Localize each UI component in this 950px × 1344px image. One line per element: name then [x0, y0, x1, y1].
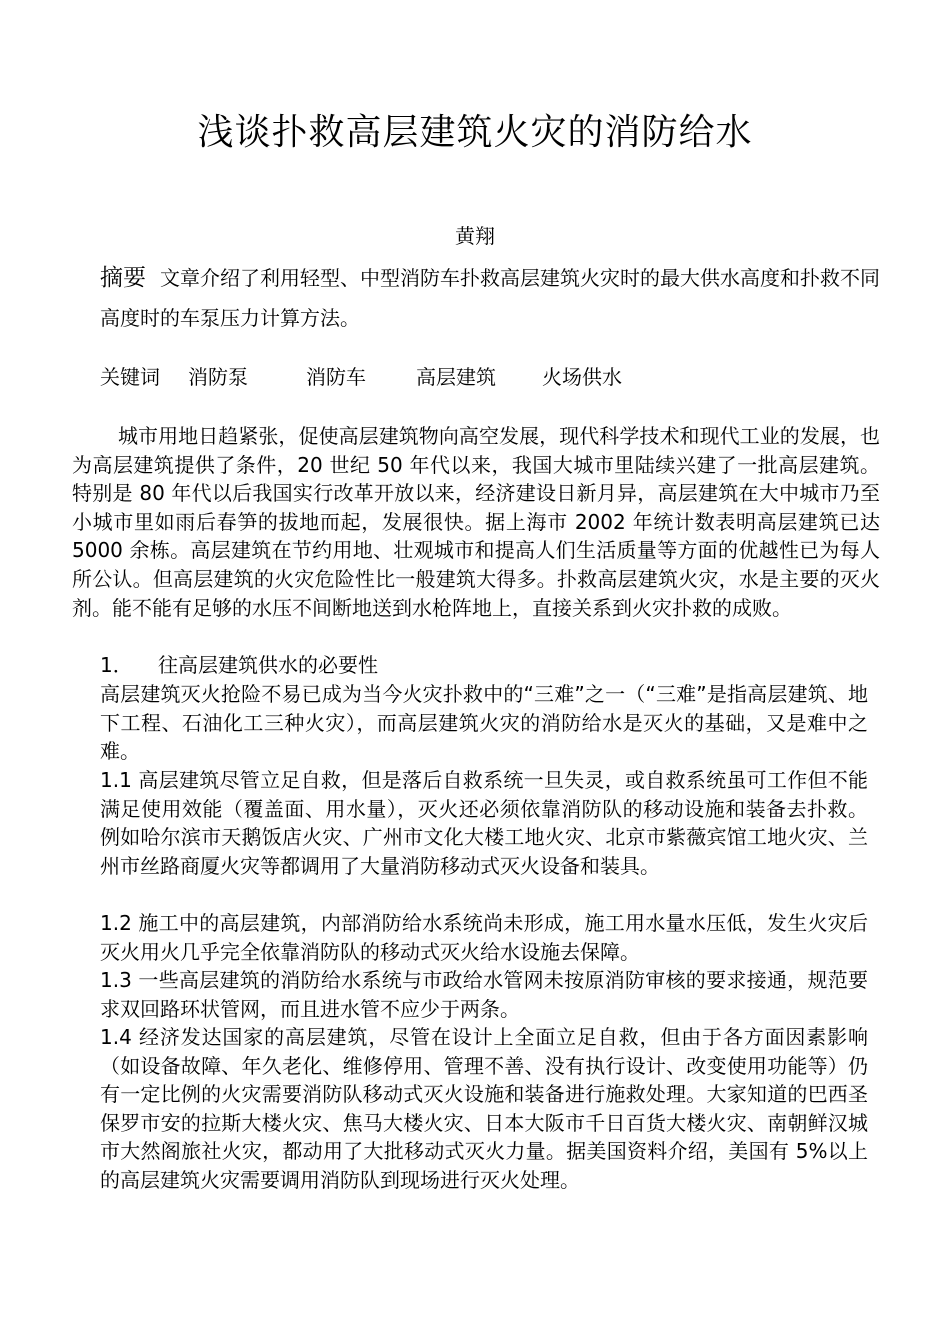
- intro-paragraph: 城市用地日趋紧张，促使高层建筑物向高空发展，现代科学技术和现代工业的发展，也为高层建筑提供了条件，20 世纪 50 年代以来，我国大城市里陆续兴建了一批高层建筑。特别是 80 年代以后我国实行改革开放以来，经济建设日新月异，高层建筑在大中城市乃至小城市里如雨后春笋的拔地而起，发展很快。据上海市 2002 年统计数表明高层建筑已达 5000 余栋。高层建筑在节约用地、壮观城市和提高人们生活质量等方面的优越性已为每人所公认。但高层建筑的火灾危险性比一般建筑大得多。扑救高层建筑火灾，水是主要的灭火剂。能不能有足够的水压不间断地送到水枪阵地上，直接关系到火灾扑救的成败。: [72, 424, 880, 620]
- author-name: 黄翔: [455, 224, 495, 248]
- keywords-label: 关键词: [100, 365, 160, 389]
- keyword-item: 消防泵: [188, 365, 248, 389]
- keyword-item: 火场供水: [542, 365, 622, 389]
- paragraph-1-2: 1.2 施工中的高层建筑，内部消防给水系统尚未形成，施工用水量水压低，发生火灾后灭火用火几乎完全依靠消防队的移动式灭火给水设施去保障。: [100, 911, 868, 964]
- keyword-item: 高层建筑: [416, 365, 496, 389]
- paragraph-1-3: 1.3 一些高层建筑的消防给水系统与市政给水管网未按原消防审核的要求接通，规范要求双回路环状管网，而且进水管不应少于两条。: [100, 968, 868, 1021]
- section-heading: [100, 651, 880, 680]
- abstract-label: 摘要: [100, 265, 146, 291]
- section-number: 1．: [100, 653, 133, 677]
- abstract: [100, 258, 890, 338]
- abstract-text: 文章介绍了利用轻型、中型消防车扑救高层建筑火灾时的最大供水高度和扑救不同高度时的车泵压力计算方法。: [100, 266, 880, 330]
- section-title: 往高层建筑供水的必要性: [158, 653, 378, 677]
- document-title: 浅谈扑救高层建筑火灾的消防给水: [197, 112, 753, 153]
- keywords: [100, 362, 890, 392]
- keyword-item: 消防车: [306, 365, 366, 389]
- paragraph-1-4: 1.4 经济发达国家的高层建筑，尽管在设计上全面立足自救，但由于各方面因素影响（如设备故障、年久老化、维修停用、管理不善、没有执行设计、改变使用功能等）仍有一定比例的火灾需要消防队移动式灭火设施和装备进行施救处理。大家知道的巴西圣保罗市安的拉斯大楼火灾、焦马大楼火灾、日本大阪市千日百货大楼火灾、南朝鲜汉城市大然阁旅社火灾，都动用了大批移动式灭火力量。据美国资料介绍，美国有 5%以上的高层建筑火灾需要调用消防队到现场进行灭火处理。: [100, 1025, 868, 1192]
- section-paragraph: 高层建筑灭火抢险不易已成为当今火灾扑救中的“三难”之一（“三难”是指高层建筑、地下工程、石油化工三种火灾），而高层建筑火灾的消防给水是灭火的基础，又是难中之难。: [100, 682, 868, 764]
- paragraph-1-1: 1.1 高层建筑尽管立足自救，但是落后自救系统一旦失灵，或自救系统虽可工作但不能满足使用效能（覆盖面、用水量），灭火还必须依靠消防队的移动设施和装备去扑救。例如哈尔滨市天鹅饭店火灾、广州市文化大楼工地火灾、北京市紫薇宾馆工地火灾、兰州市丝路商厦火灾等都调用了大量消防移动式灭火设备和装具。: [100, 768, 868, 878]
